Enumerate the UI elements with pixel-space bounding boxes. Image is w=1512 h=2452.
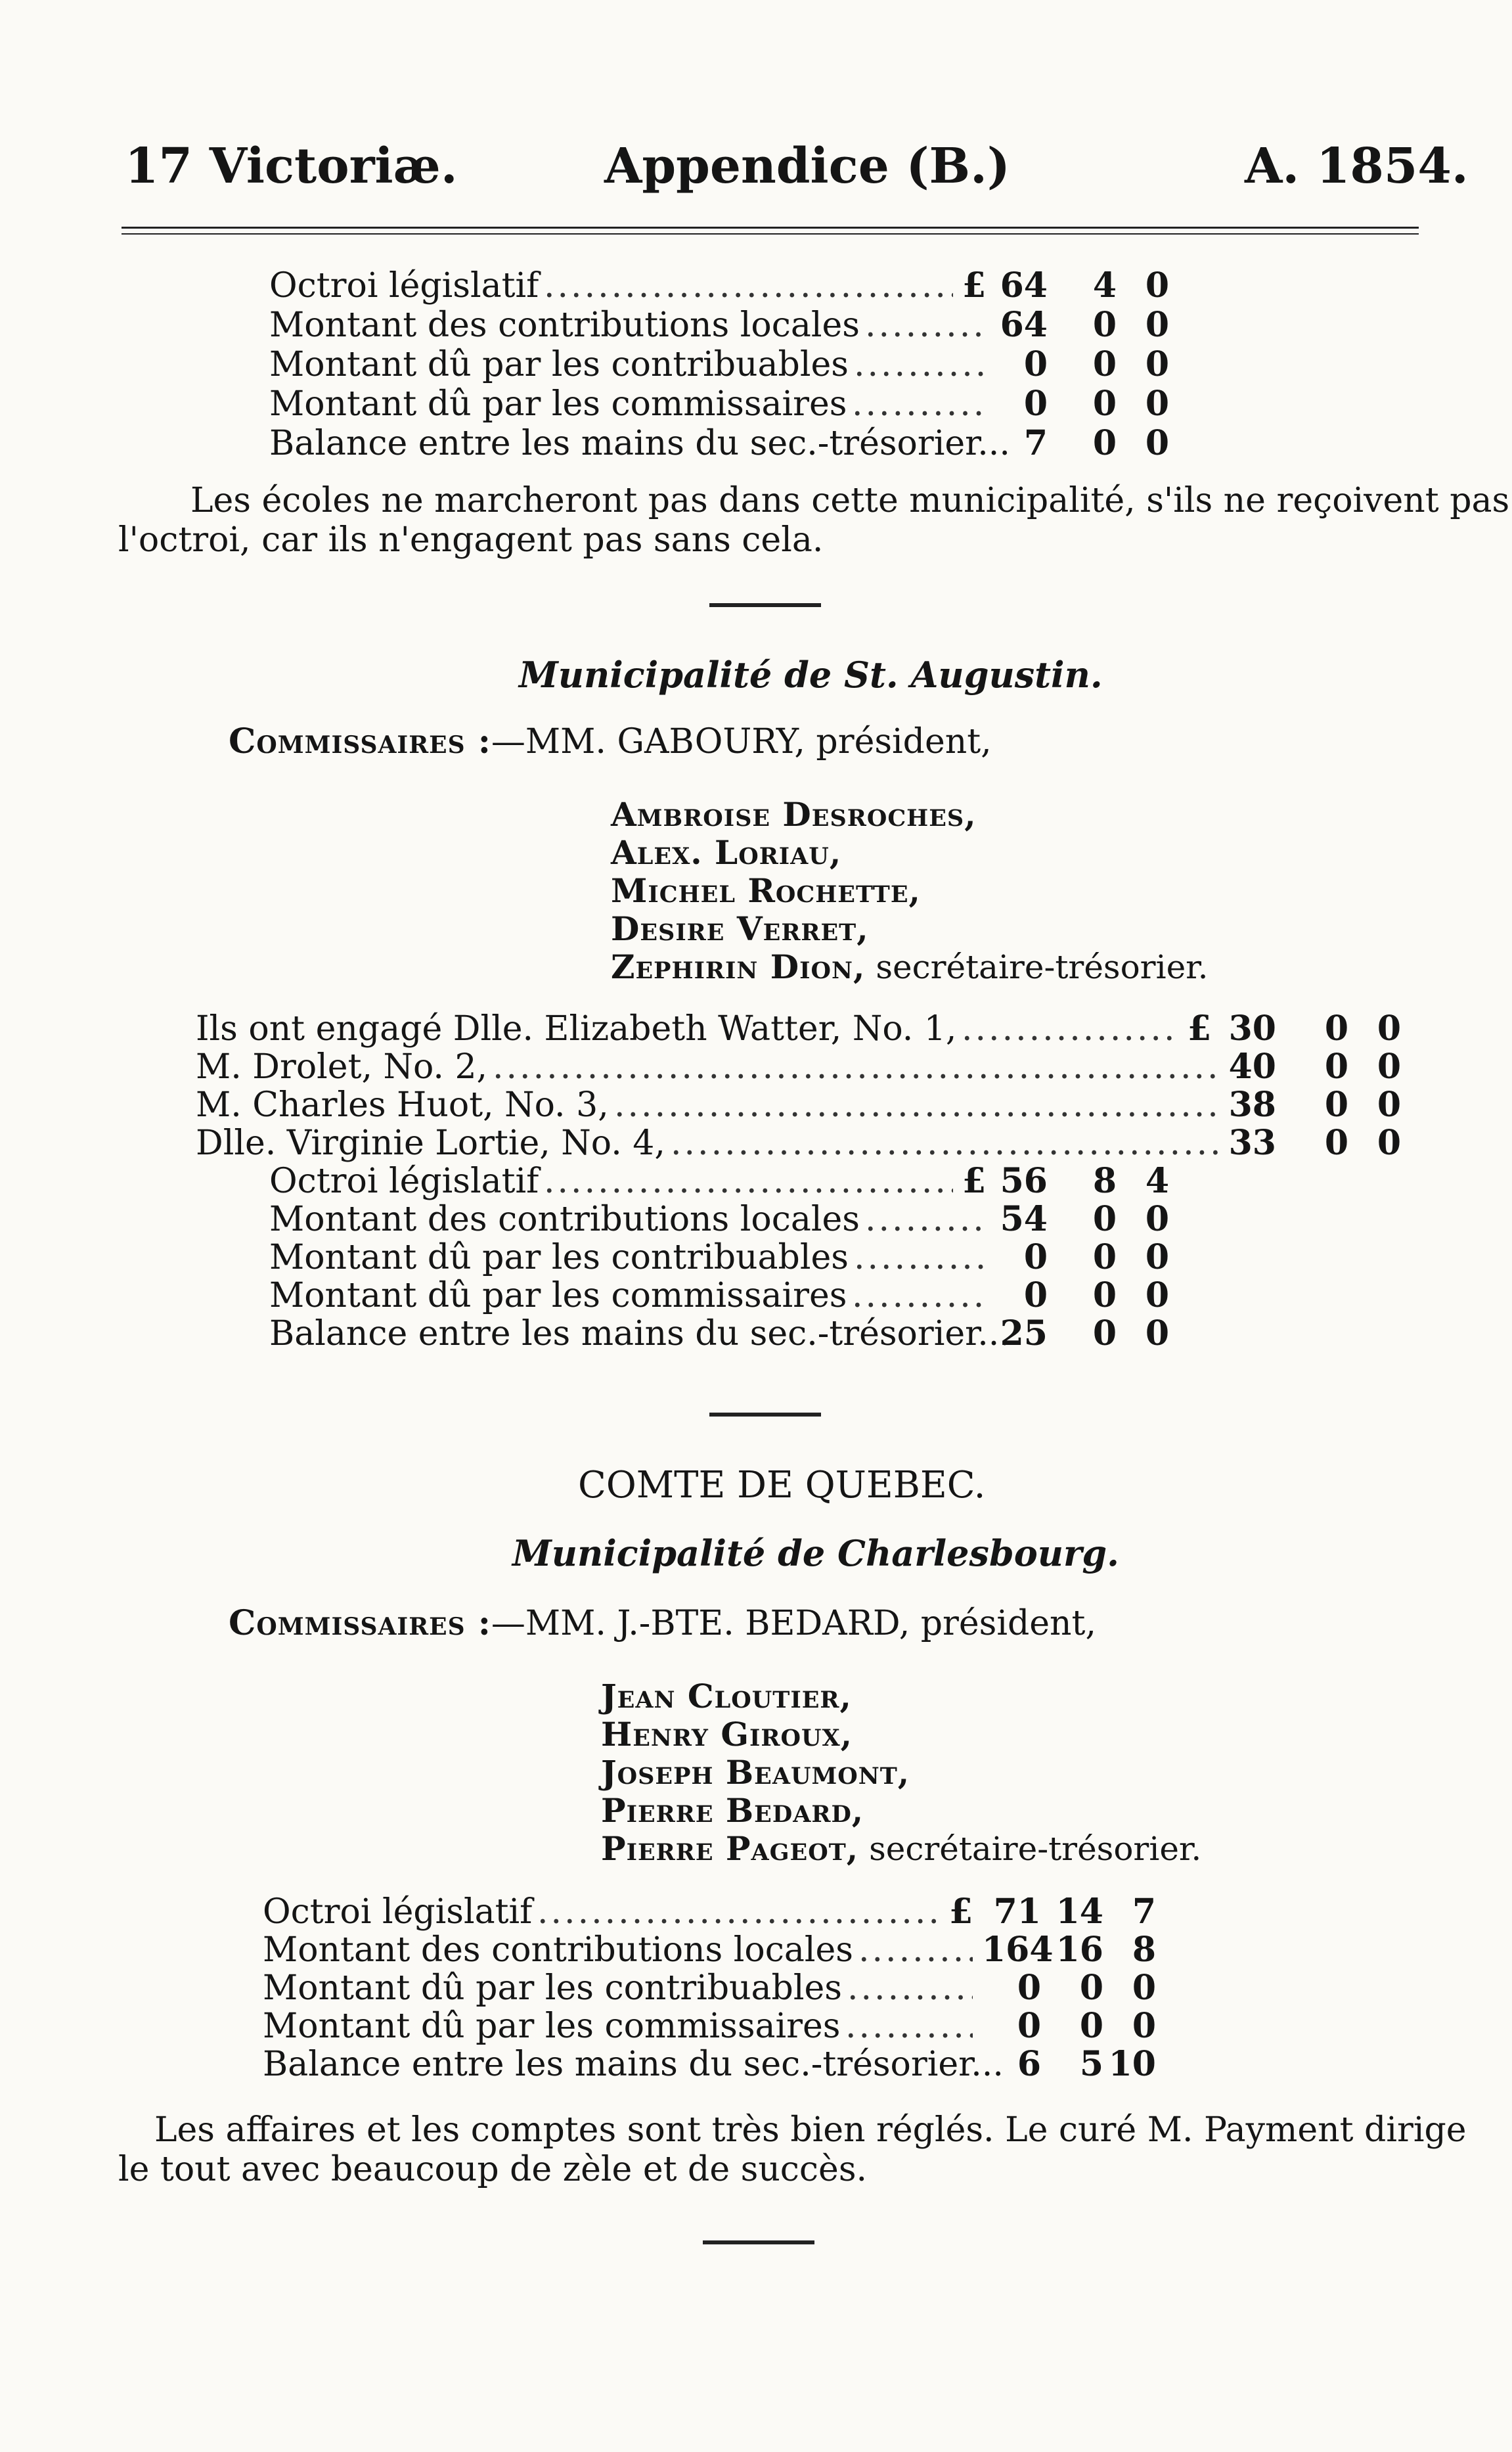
note-line-1: Les écoles ne marcheront pas dans cette municipalité, s'ils ne reçoivent pas: [190, 481, 1510, 520]
ledger-row: [263, 1892, 1182, 1932]
commissioners-label: Commissaires :: [229, 721, 491, 761]
amount-pounds: 0: [1023, 384, 1048, 424]
amount-shillings: 0: [1092, 1237, 1117, 1277]
ledger-label: Balance entre les mains du sec.-trésorier...: [269, 424, 1010, 463]
ledger-row: [269, 1238, 1189, 1277]
amount-pence: 4: [1145, 1161, 1169, 1201]
ledger-row: [269, 384, 1189, 424]
amount-pounds: 38: [1228, 1085, 1276, 1125]
president-line: —MM. J.-BTE. BEDARD, président,: [491, 1604, 1096, 1643]
header-rule-secondary: [122, 233, 1419, 235]
leader-dots: [493, 1047, 1218, 1087]
amount-shillings: 0: [1092, 344, 1117, 384]
leader-dots: [537, 1892, 940, 1932]
ledger-row: [196, 1009, 1444, 1049]
leader-dots: [962, 1009, 1178, 1049]
leader-dots: [865, 306, 986, 345]
header-rule: [122, 227, 1419, 229]
amount-pence: 0: [1377, 1047, 1401, 1087]
amount-pence: 0: [1145, 1313, 1169, 1353]
leader-dots: [544, 1162, 953, 1201]
ledger-row: [263, 2007, 1182, 2046]
amount-pounds: 0: [1017, 2006, 1041, 2046]
amount-pence: 0: [1132, 1968, 1156, 2008]
note-line-2: le tout avec beaucoup de zèle et de succès.: [118, 2150, 868, 2189]
amount-pounds: 0: [1023, 344, 1048, 384]
amount-pounds: 0: [1023, 1237, 1048, 1277]
ledger-row: [269, 266, 1189, 306]
amount-pence: 0: [1145, 1237, 1169, 1277]
member: Jean Cloutier,: [601, 1677, 852, 1715]
ledger-label: Montant dû par les contribuables: [269, 1238, 849, 1277]
ledger-label: Montant dû par les commissaires: [269, 384, 847, 424]
commissioners-label: Commissaires :: [229, 1603, 491, 1643]
leader-dots: [854, 1238, 986, 1277]
amount-shillings: 0: [1092, 305, 1117, 345]
amount-pounds: 0: [1017, 1968, 1041, 2008]
amount-pounds: 164: [982, 1930, 1054, 1970]
ledger-label: Octroi législatif: [269, 266, 539, 306]
amount-pence: 0: [1145, 423, 1169, 463]
member-secretary: Pierre Pageot, secrétaire-trésorier.: [601, 1829, 1202, 1868]
ledger-label: Dlle. Virginie Lortie, No. 4,: [196, 1124, 665, 1163]
ledger-row: [196, 1124, 1444, 1163]
member: Joseph Beaumont,: [601, 1753, 910, 1792]
header-appendix: Appendice (B.): [604, 138, 1010, 194]
ledger-row: [269, 345, 1189, 384]
amount-shillings: 4: [1092, 265, 1117, 306]
ledger-label: Ils ont engagé Dlle. Elizabeth Watter, No. 1,: [196, 1009, 957, 1049]
leader-dots: [544, 266, 953, 306]
municipality-title-charlesbourg: Municipalité de Charlesbourg.: [512, 1532, 1119, 1574]
amount-pence: 0: [1377, 1123, 1401, 1163]
ledger-row: [263, 2045, 1182, 2084]
amount-pounds: 40: [1228, 1047, 1276, 1087]
ledger-label: Montant dû par les commissaires: [263, 2007, 841, 2046]
ledger-label: Montant dû par les commissaires: [269, 1276, 847, 1315]
leader-dots: [858, 1930, 973, 1970]
president-line: —MM. GABOURY, président,: [491, 722, 992, 761]
section-divider: [703, 2240, 814, 2244]
amount-pounds: 71: [993, 1892, 1041, 1932]
amount-shillings: 0: [1324, 1009, 1348, 1049]
amount-pence: 0: [1377, 1085, 1401, 1125]
pound-sign: £: [962, 265, 987, 306]
ledger-label: Balance entre les mains du sec.-trésorier...: [263, 2045, 1004, 2084]
section-divider: [709, 603, 821, 607]
municipality-title-st-augustin: Municipalité de St. Augustin.: [519, 654, 1103, 696]
ledger-row: [263, 1968, 1182, 2008]
amount-pounds: 64: [1000, 265, 1048, 306]
amount-shillings: 8: [1092, 1161, 1117, 1201]
ledger-row: [263, 1930, 1182, 1970]
amount-pence: 0: [1132, 2006, 1156, 2046]
amount-pounds: 25: [1000, 1313, 1048, 1353]
member: Pierre Bedard,: [601, 1791, 864, 1830]
amount-shillings: 14: [1056, 1892, 1103, 1932]
amount-pounds: 54: [1000, 1199, 1048, 1239]
ledger-row: [269, 1162, 1189, 1201]
header-year: A. 1854.: [1245, 138, 1469, 194]
note-line-1: Les affaires et les comptes sont très bien réglés. Le curé M. Payment dirige: [154, 2110, 1467, 2150]
ledger-row: [269, 306, 1189, 345]
amount-pence: 7: [1132, 1892, 1156, 1932]
pound-sign: £: [1188, 1009, 1212, 1049]
county-title: COMTE DE QUEBEC.: [578, 1464, 986, 1507]
amount-shillings: 0: [1092, 1199, 1117, 1239]
amount-pounds: 30: [1228, 1009, 1276, 1049]
ledger-label: Montant dû par les contribuables: [263, 1968, 842, 2008]
commissioners-line: [229, 721, 992, 761]
amount-shillings: 0: [1324, 1047, 1348, 1087]
ledger-label: M. Charles Huot, No. 3,: [196, 1085, 609, 1125]
ledger-label: Montant des contributions locales: [263, 1930, 853, 1970]
amount-pounds: 33: [1228, 1123, 1276, 1163]
amount-pence: 0: [1145, 1199, 1169, 1239]
member: Ambroise Desroches,: [611, 795, 977, 834]
amount-shillings: 0: [1092, 384, 1117, 424]
pound-sign: £: [949, 1892, 973, 1932]
amount-pence: 0: [1377, 1009, 1401, 1049]
amount-shillings: 0: [1079, 1968, 1103, 2008]
amount-shillings: 5: [1079, 2044, 1103, 2084]
amount-shillings: 0: [1092, 1313, 1117, 1353]
leader-dots: [865, 1200, 986, 1239]
amount-pence: 0: [1145, 265, 1169, 306]
amount-pence: 8: [1132, 1930, 1156, 1970]
amount-shillings: 0: [1324, 1085, 1348, 1125]
amount-shillings: 0: [1092, 423, 1117, 463]
amount-pounds: 0: [1023, 1275, 1048, 1315]
leader-dots: [614, 1085, 1218, 1125]
ledger-label: Balance entre les mains du sec.-trésorier...: [269, 1314, 1010, 1353]
ledger-label: Montant des contributions locales: [269, 1200, 860, 1239]
amount-shillings: 16: [1056, 1930, 1103, 1970]
amount-shillings: 0: [1092, 1275, 1117, 1315]
ledger-label: Octroi législatif: [269, 1162, 539, 1201]
section-divider: [709, 1413, 821, 1417]
amount-pence: 0: [1145, 344, 1169, 384]
amount-pounds: 64: [1000, 305, 1048, 345]
ledger-row: [196, 1047, 1444, 1087]
note-line-2: l'octroi, car ils n'engagent pas sans cela.: [118, 520, 824, 560]
amount-pence: 0: [1145, 1275, 1169, 1315]
leader-dots: [845, 2007, 973, 2046]
pound-sign: £: [962, 1161, 987, 1201]
leader-dots: [854, 345, 986, 384]
amount-shillings: 0: [1324, 1123, 1348, 1163]
amount-pounds: 7: [1023, 423, 1048, 463]
ledger-row: [269, 424, 1189, 463]
ledger-label: Montant dû par les contribuables: [269, 345, 849, 384]
commissioners-line: [229, 1603, 1096, 1643]
header-session: 17 Victoriæ.: [125, 138, 458, 194]
member-secretary: Zephirin Dion, secrétaire-trésorier.: [611, 947, 1209, 986]
member: Alex. Loriau,: [611, 833, 842, 872]
amount-pounds: 56: [1000, 1161, 1048, 1201]
ledger-row: [196, 1085, 1444, 1125]
ledger-row: [269, 1314, 1189, 1353]
member: Michel Rochette,: [611, 871, 921, 910]
member: Henry Giroux,: [601, 1715, 853, 1754]
ledger-label: Montant des contributions locales: [269, 306, 860, 345]
amount-pounds: 6: [1017, 2044, 1041, 2084]
leader-dots: [852, 384, 986, 424]
leader-dots: [852, 1276, 986, 1315]
leader-dots: [847, 1968, 973, 2008]
ledger-label: Octroi législatif: [263, 1892, 533, 1932]
ledger-row: [269, 1276, 1189, 1315]
ledger-label: M. Drolet, No. 2,: [196, 1047, 488, 1087]
amount-pence: 0: [1145, 305, 1169, 345]
amount-pence: 10: [1108, 2044, 1156, 2084]
amount-pence: 0: [1145, 384, 1169, 424]
amount-shillings: 0: [1079, 2006, 1103, 2046]
member: Desire Verret,: [611, 909, 869, 948]
ledger-row: [269, 1200, 1189, 1239]
leader-dots: [671, 1124, 1218, 1163]
